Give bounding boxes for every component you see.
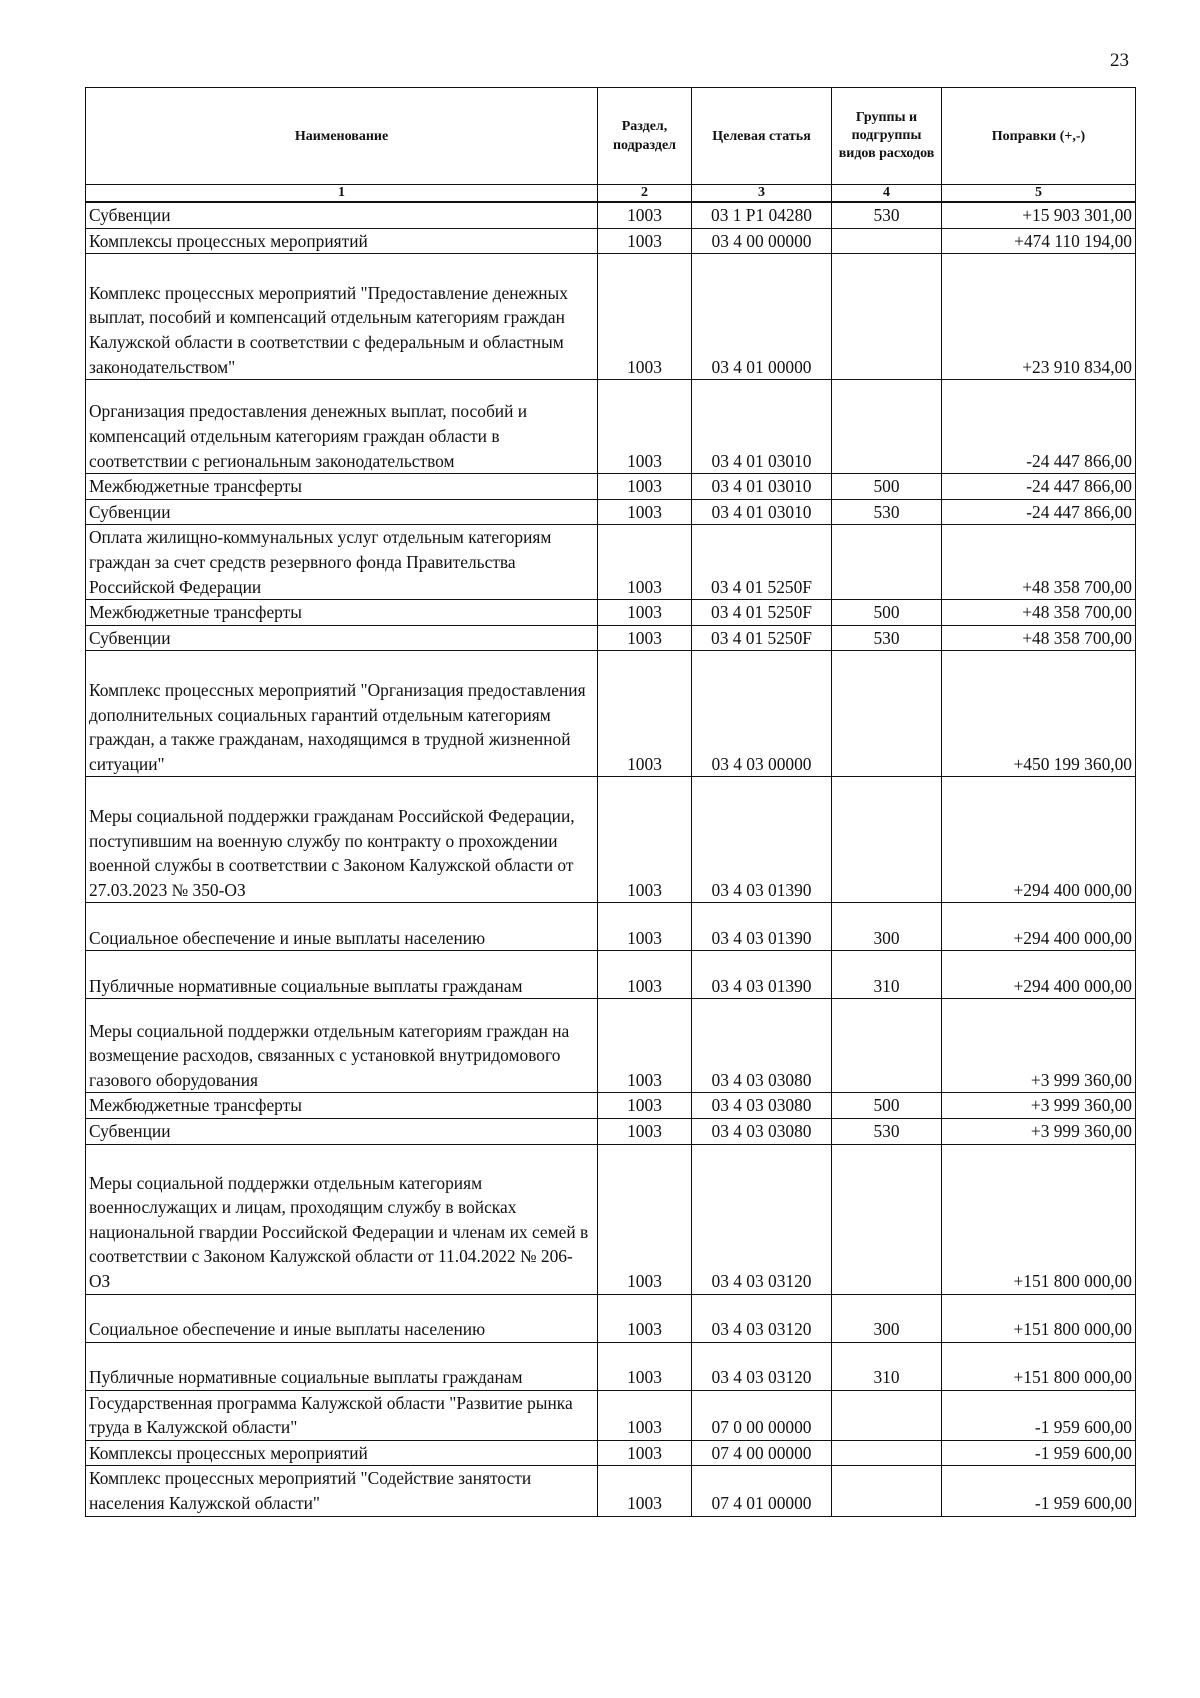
row-group	[832, 1390, 942, 1440]
row-section: 1003	[598, 254, 692, 380]
row-amount: -24 447 866,00	[942, 474, 1136, 500]
row-section: 1003	[598, 625, 692, 651]
row-amount: +151 800 000,00	[942, 1144, 1136, 1294]
row-name: Межбюджетные трансферты	[86, 600, 598, 626]
table-row	[86, 651, 1136, 777]
row-group: 310	[832, 951, 942, 999]
row-name: Комплекс процессных мероприятий "Содействие занятости населения Калужской области"	[86, 1466, 598, 1516]
row-name: Комплексы процессных мероприятий	[86, 1440, 598, 1466]
table-row	[86, 625, 1136, 651]
row-name: Меры социальной поддержки отдельным категориям военнослужащих и лицам, проходящим службу в войсках национальной гвардии Российской Федерации и членам их семей в соответствии с Законом Калужской области от 11.04.2022 № 206-ОЗ	[86, 1144, 598, 1294]
row-amount: -1 959 600,00	[942, 1390, 1136, 1440]
row-article: 03 4 00 00000	[692, 228, 832, 254]
row-section: 1003	[598, 1144, 692, 1294]
column-number: 2	[598, 185, 692, 203]
table-row	[86, 1144, 1136, 1294]
row-group	[832, 380, 942, 474]
row-article: 03 4 03 03120	[692, 1144, 832, 1294]
column-number: 5	[942, 185, 1136, 203]
row-section: 1003	[598, 651, 692, 777]
row-article: 03 1 P1 04280	[692, 202, 832, 228]
row-group	[832, 228, 942, 254]
row-amount: +48 358 700,00	[942, 600, 1136, 626]
row-group	[832, 525, 942, 600]
table-row	[86, 951, 1136, 999]
row-section: 1003	[598, 1118, 692, 1144]
table-row	[86, 1294, 1136, 1342]
row-name: Меры социальной поддержки гражданам Российской Федерации, поступившим на военную службу по контракту о прохождении военной службы в соответствии с Законом Калужской области от 27.03.2023 № 350-ОЗ	[86, 777, 598, 903]
row-article: 03 4 01 03010	[692, 474, 832, 500]
row-name: Межбюджетные трансферты	[86, 1093, 598, 1119]
row-group: 530	[832, 499, 942, 525]
row-group: 300	[832, 1294, 942, 1342]
table-row	[86, 1440, 1136, 1466]
column-number: 1	[86, 185, 598, 203]
row-amount: -1 959 600,00	[942, 1466, 1136, 1516]
row-amount: +151 800 000,00	[942, 1342, 1136, 1390]
row-name: Социальное обеспечение и иные выплаты населению	[86, 1294, 598, 1342]
row-article: 03 4 03 00000	[692, 651, 832, 777]
header-article: Целевая статья	[692, 88, 832, 185]
table-row	[86, 903, 1136, 951]
row-amount: +3 999 360,00	[942, 1093, 1136, 1119]
row-group: 530	[832, 202, 942, 228]
table-row	[86, 380, 1136, 474]
row-group: 300	[832, 903, 942, 951]
row-group: 530	[832, 625, 942, 651]
row-section: 1003	[598, 1440, 692, 1466]
row-article: 03 4 03 03080	[692, 999, 832, 1093]
column-number-row	[86, 185, 1136, 203]
row-section: 1003	[598, 202, 692, 228]
row-group	[832, 651, 942, 777]
row-name: Социальное обеспечение и иные выплаты населению	[86, 903, 598, 951]
row-amount: +15 903 301,00	[942, 202, 1136, 228]
row-section: 1003	[598, 525, 692, 600]
row-group: 310	[832, 1342, 942, 1390]
table-row	[86, 777, 1136, 903]
row-name: Меры социальной поддержки отдельным категориям граждан на возмещение расходов, связанных с установкой внутридомового газового оборудования	[86, 999, 598, 1093]
table-row	[86, 1466, 1136, 1516]
row-group	[832, 1466, 942, 1516]
row-amount: -24 447 866,00	[942, 380, 1136, 474]
header-amount: Поправки (+,-)	[942, 88, 1136, 185]
table-row	[86, 525, 1136, 600]
row-section: 1003	[598, 1093, 692, 1119]
row-article: 03 4 03 01390	[692, 777, 832, 903]
row-section: 1003	[598, 999, 692, 1093]
table-row	[86, 202, 1136, 228]
row-amount: +3 999 360,00	[942, 999, 1136, 1093]
row-name: Комплексы процессных мероприятий	[86, 228, 598, 254]
row-amount: +48 358 700,00	[942, 625, 1136, 651]
row-name: Публичные нормативные социальные выплаты гражданам	[86, 951, 598, 999]
row-group: 500	[832, 600, 942, 626]
row-group: 500	[832, 474, 942, 500]
row-section: 1003	[598, 903, 692, 951]
budget-table	[85, 87, 1136, 1517]
row-section: 1003	[598, 1294, 692, 1342]
row-amount: -24 447 866,00	[942, 499, 1136, 525]
header-group: Группы и подгруппы видов расходов	[832, 88, 942, 185]
column-number: 3	[692, 185, 832, 203]
row-article: 03 4 01 03010	[692, 380, 832, 474]
table-row	[86, 254, 1136, 380]
row-article: 07 0 00 00000	[692, 1390, 832, 1440]
row-group: 500	[832, 1093, 942, 1119]
row-article: 07 4 00 00000	[692, 1440, 832, 1466]
row-group	[832, 777, 942, 903]
row-group	[832, 254, 942, 380]
row-article: 03 4 01 00000	[692, 254, 832, 380]
row-amount: +294 400 000,00	[942, 777, 1136, 903]
table-row	[86, 999, 1136, 1093]
row-article: 03 4 01 03010	[692, 499, 832, 525]
row-section: 1003	[598, 777, 692, 903]
row-amount: +3 999 360,00	[942, 1118, 1136, 1144]
row-article: 03 4 03 03080	[692, 1118, 832, 1144]
row-amount: +23 910 834,00	[942, 254, 1136, 380]
row-article: 03 4 03 03120	[692, 1294, 832, 1342]
table-row	[86, 228, 1136, 254]
table-row	[86, 1118, 1136, 1144]
row-group: 530	[832, 1118, 942, 1144]
table-row	[86, 499, 1136, 525]
page-number: 23	[1110, 50, 1129, 71]
row-article: 03 4 03 01390	[692, 903, 832, 951]
row-article: 03 4 03 01390	[692, 951, 832, 999]
column-number: 4	[832, 185, 942, 203]
row-section: 1003	[598, 380, 692, 474]
row-name: Субвенции	[86, 202, 598, 228]
row-name: Межбюджетные трансферты	[86, 474, 598, 500]
row-section: 1003	[598, 1466, 692, 1516]
table-row	[86, 1093, 1136, 1119]
row-name: Субвенции	[86, 499, 598, 525]
row-name: Организация предоставления денежных выплат, пособий и компенсаций отдельным категориям граждан области в соответствии с региональным законодательством	[86, 380, 598, 474]
table-row	[86, 1342, 1136, 1390]
row-name: Государственная программа Калужской области "Развитие рынка труда в Калужской области"	[86, 1390, 598, 1440]
header-section: Раздел, подраздел	[598, 88, 692, 185]
row-article: 03 4 01 5250F	[692, 625, 832, 651]
row-amount: +450 199 360,00	[942, 651, 1136, 777]
row-name: Субвенции	[86, 1118, 598, 1144]
row-article: 03 4 03 03120	[692, 1342, 832, 1390]
row-section: 1003	[598, 1390, 692, 1440]
row-article: 03 4 01 5250F	[692, 600, 832, 626]
row-amount: +151 800 000,00	[942, 1294, 1136, 1342]
row-section: 1003	[598, 228, 692, 254]
row-name: Комплекс процессных мероприятий "Организация предоставления дополнительных социальных гарантий отдельным категориям граждан, а также гражданам, находящимся в трудной жизненной ситуации"	[86, 651, 598, 777]
row-name: Комплекс процессных мероприятий "Предоставление денежных выплат, пособий и компенсаций отдельным категориям граждан Калужской области в соответствии с федеральным и областным законодательством"	[86, 254, 598, 380]
row-name: Публичные нормативные социальные выплаты гражданам	[86, 1342, 598, 1390]
row-section: 1003	[598, 951, 692, 999]
row-section: 1003	[598, 600, 692, 626]
row-group	[832, 1144, 942, 1294]
row-amount: +294 400 000,00	[942, 951, 1136, 999]
row-amount: -1 959 600,00	[942, 1440, 1136, 1466]
row-section: 1003	[598, 499, 692, 525]
header-name: Наименование	[86, 88, 598, 185]
row-amount: +294 400 000,00	[942, 903, 1136, 951]
row-article: 03 4 03 03080	[692, 1093, 832, 1119]
table-row	[86, 1390, 1136, 1440]
row-amount: +48 358 700,00	[942, 525, 1136, 600]
row-name: Субвенции	[86, 625, 598, 651]
row-group	[832, 999, 942, 1093]
row-group	[832, 1440, 942, 1466]
table-row	[86, 474, 1136, 500]
row-section: 1003	[598, 474, 692, 500]
row-article: 07 4 01 00000	[692, 1466, 832, 1516]
row-section: 1003	[598, 1342, 692, 1390]
header-row	[86, 88, 1136, 185]
row-amount: +474 110 194,00	[942, 228, 1136, 254]
table-row	[86, 600, 1136, 626]
row-article: 03 4 01 5250F	[692, 525, 832, 600]
row-name: Оплата жилищно-коммунальных услуг отдельным категориям граждан за счет средств резервного фонда Правительства Российской Федерации	[86, 525, 598, 600]
